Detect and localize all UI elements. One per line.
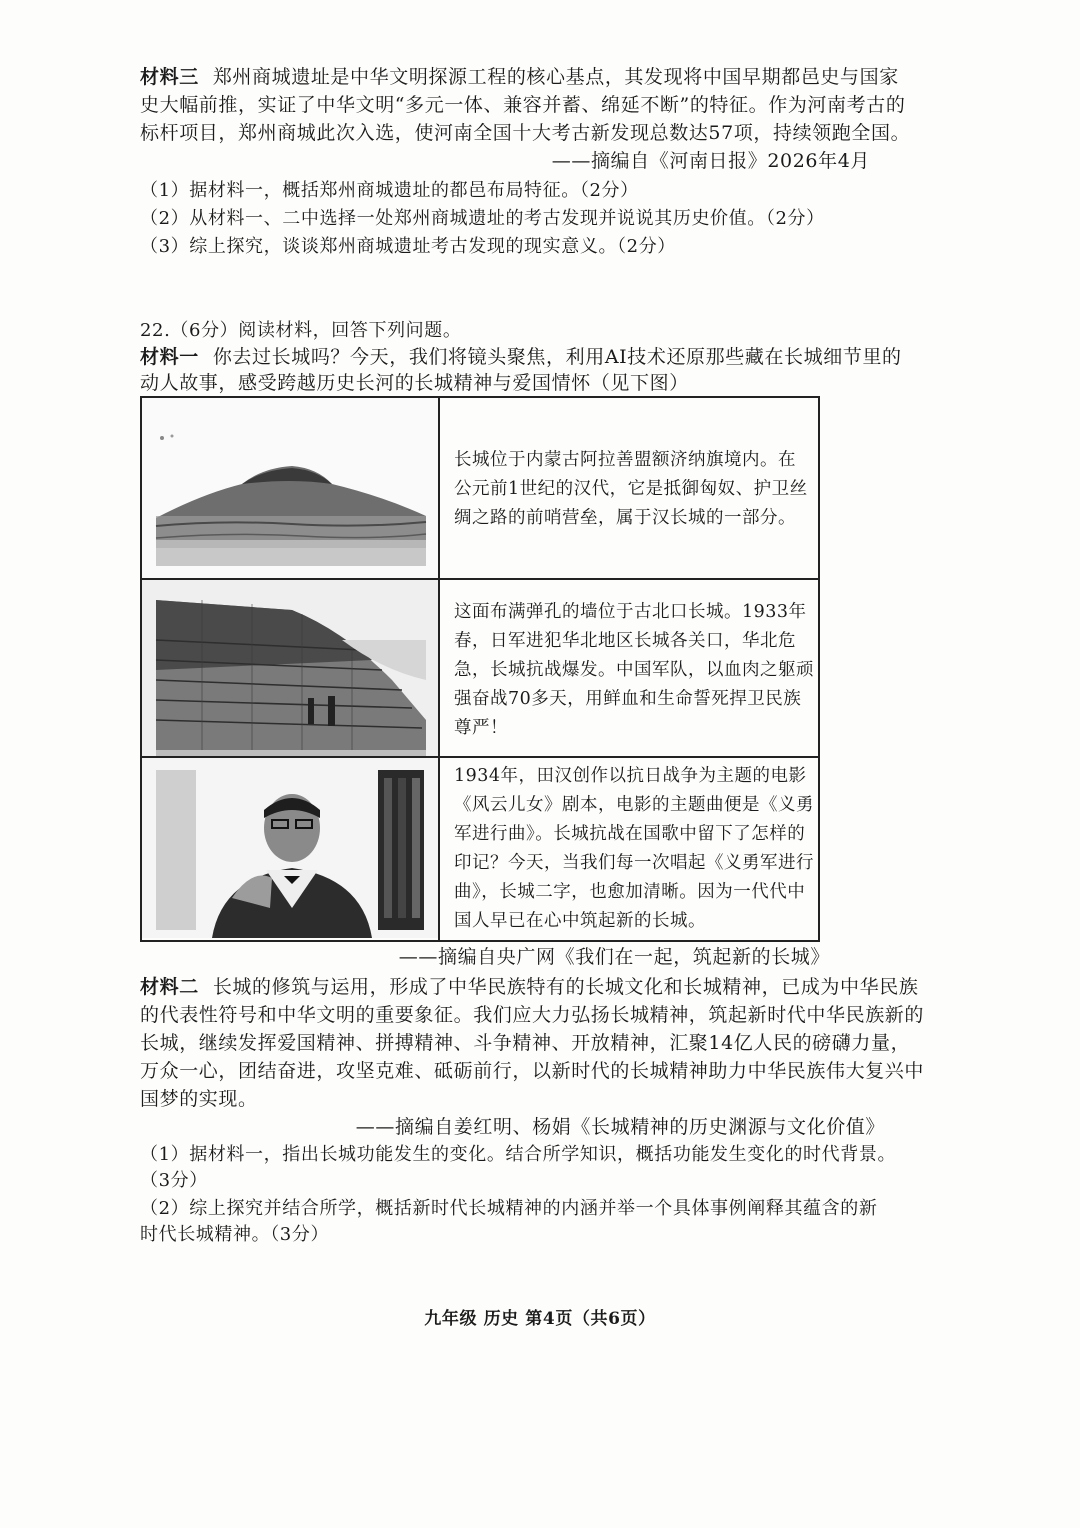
tian-han-photo xyxy=(142,758,440,940)
han-great-wall-photo xyxy=(142,398,440,578)
material2-source: ——摘编自姜红明、杨娟《长城精神的历史渊源与文化价值》 xyxy=(355,1116,885,1138)
material2-line-1: 材料二 长城的修筑与运用，形成了中华民族特有的长城文化和长城精神，已成为中华民族 xyxy=(140,976,919,998)
table-row xyxy=(142,758,818,940)
q22-question-2: （2）综上探究并结合所学，概括新时代长城精神的内涵并举一个具体事例阐释其蕴含的新 xyxy=(140,1198,878,1219)
page-footer: 九年级 历史 第4页（共6页） xyxy=(424,1309,656,1329)
material2-line-3: 长城，继续发挥爱国精神、拼搏精神、斗争精神、开放精神，汇聚14亿人民的磅礴力量， xyxy=(140,1032,911,1054)
q22-material1-line-2: 动人故事，感受跨越历史长河的长城精神与爱国情怀（见下图） xyxy=(140,372,689,394)
table-row xyxy=(142,398,818,580)
q22-question-1-points: （3分） xyxy=(140,1170,208,1191)
q21-question-2: （2）从材料一、二中选择一处郑州商城遗址的考古发现并说说其历史价值。（2分） xyxy=(140,208,825,229)
material3-line-2: 史大幅前推，实证了中华文明“多元一体、兼容并蓄、绵延不断”的特征。作为河南考古的 xyxy=(140,94,906,116)
material3-label: 材料三 xyxy=(140,66,199,88)
table-row xyxy=(142,580,818,758)
material3-source: ——摘编自《河南日报》2026年4月 xyxy=(551,150,870,172)
material3-line-1: 材料三 郑州商城遗址是中华文明探源工程的核心基点，其发现将中国早期都邑史与国家 xyxy=(140,66,899,88)
q21-question-3: （3）综上探究，谈谈郑州商城遗址考古发现的现实意义。（2分） xyxy=(140,236,676,257)
material2-label: 材料二 xyxy=(140,976,199,998)
q22-question-2-cont: 时代长城精神。（3分） xyxy=(140,1224,330,1245)
material2-line-5: 国梦的实现。 xyxy=(140,1088,258,1110)
material1-label: 材料一 xyxy=(140,346,199,368)
great-wall-table xyxy=(140,396,820,942)
material2-line-4: 万众一心，团结奋进，攻坚克难、砥砺前行，以新时代的长城精神助力中华民族伟大复兴中 xyxy=(140,1060,925,1082)
material3-line-3: 标杆项目，郑州商城此次入选，使河南全国十大考古新发现总数达57项，持续领跑全国。 xyxy=(140,122,911,144)
material2-line-2: 的代表性符号和中华文明的重要象征。我们应大力弘扬长城精神，筑起新时代中华民族新的 xyxy=(140,1004,925,1026)
gubeikou-wall-photo xyxy=(142,580,440,756)
material1-source: ——摘编自央广网《我们在一起，筑起新的长城》 xyxy=(398,946,830,968)
gubeikou-wall-text: 这面布满弹孔的墙位于古北口长城。1933年 春，日军进犯华北地区长城各关口，华北危 急，长城抗战爆发。中国军队，以血肉之躯顽 强奋战70多天，用鲜血和生命誓死捍卫民族 尊严！ xyxy=(454,602,814,738)
q22-header: 22.（6分）阅读材料，回答下列问题。 xyxy=(140,320,462,341)
q22-question-1: （1）据材料一，指出长城功能发生的变化。结合所学知识，概括功能发生变化的时代背景。 xyxy=(140,1144,897,1165)
q21-question-1: （1）据材料一，概括郑州商城遗址的都邑布局特征。（2分） xyxy=(140,180,639,201)
han-great-wall-text: 长城位于内蒙古阿拉善盟额济纳旗境内。在 公元前1世纪的汉代，它是抵御匈奴、护卫丝 绸之路的前哨营垒，属于汉长城的一部分。 xyxy=(454,450,808,528)
tian-han-text: 1934年，田汉创作以抗日战争为主题的电影 《风云儿女》剧本，电影的主题曲便是《义勇 军进行曲》。长城抗战在国歌中留下了怎样的 印记？今天，当我们每一次唱起《义勇军进行 曲》，长城二字，也愈加清晰。因为一代代中 国人早已在心中筑起新的长城。 xyxy=(454,766,814,931)
q22-material1-line-1: 材料一 你去过长城吗？今天，我们将镜头聚焦，利用AI技术还原那些藏在长城细节里的 xyxy=(140,346,902,368)
